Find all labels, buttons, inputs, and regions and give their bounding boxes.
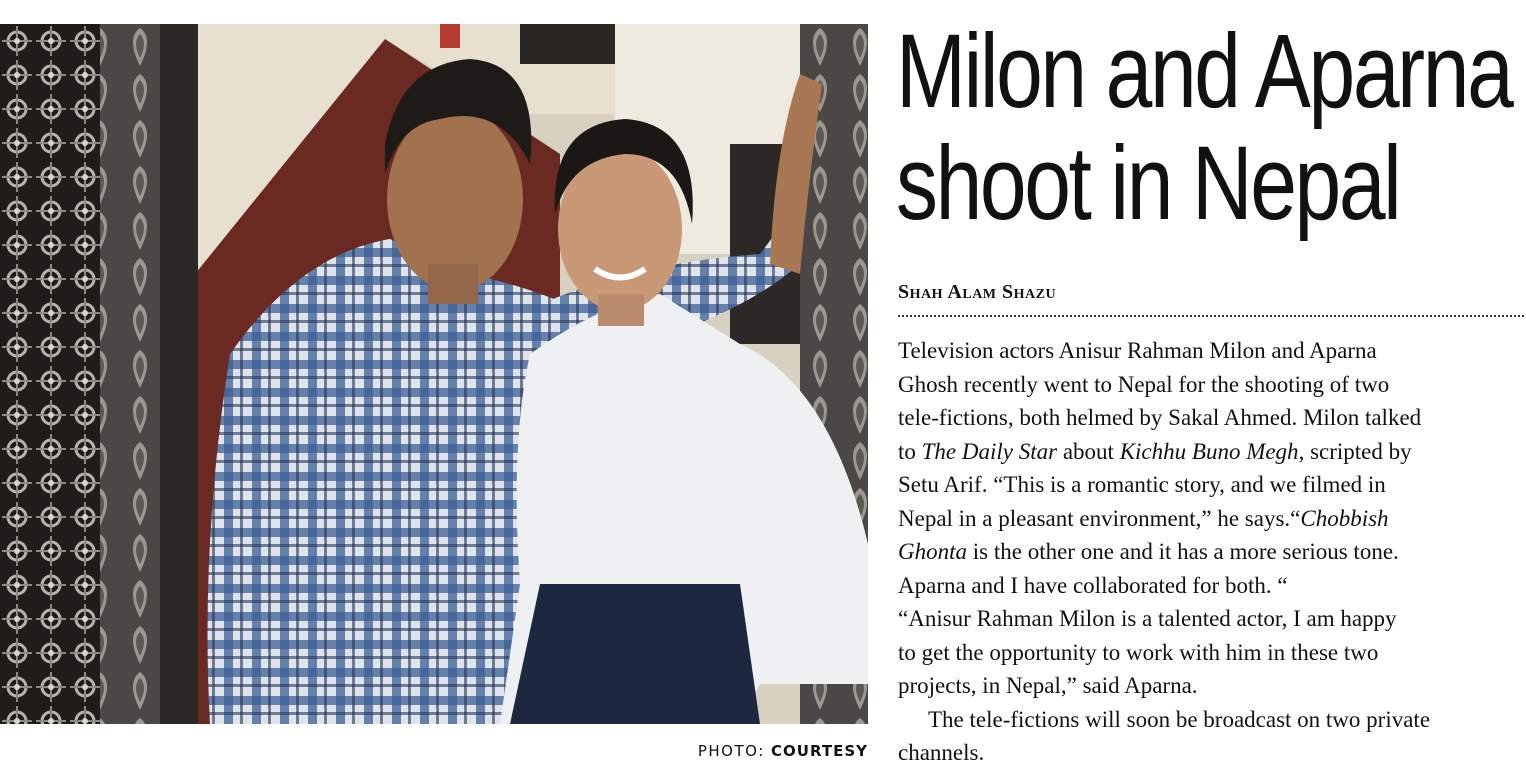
- body-text: to get the opportunity to work with him in these two: [898, 639, 1379, 665]
- body-line: [898, 703, 1524, 737]
- body-italic-text: Chobbish: [1300, 505, 1389, 531]
- body-text: The tele-fictions will soon be broadcast on two private: [928, 706, 1431, 732]
- body-text: tele-fictions, both helmed by Sakal Ahmed. Milon talked: [898, 405, 1422, 430]
- body-line: [898, 334, 1524, 368]
- body-line: [898, 636, 1524, 670]
- body-line: [898, 669, 1524, 703]
- body-text: Setu Arif. “This is a romantic story, and we filmed in: [898, 472, 1386, 497]
- body-text: is the other one and it has a more serious tone.: [967, 539, 1399, 564]
- photo-credit-label: PHOTO:: [697, 742, 765, 760]
- body-line: [898, 435, 1524, 469]
- body-line: [898, 502, 1524, 536]
- body-line: [898, 401, 1524, 435]
- headline-line-1: Milon and Aparna: [896, 13, 1512, 130]
- body-italic-text: The Daily Star: [921, 438, 1058, 464]
- body-text: Television actors Anisur Rahman Milon and Aparna: [898, 338, 1377, 363]
- body-line: [898, 602, 1524, 636]
- body-line: [898, 535, 1524, 569]
- body-text: channels.: [898, 740, 985, 765]
- photo-credit-name: COURTESY: [771, 742, 868, 760]
- body-text: about: [1057, 438, 1120, 464]
- body-text: Nepal in a pleasant environment,” he says.“: [898, 505, 1301, 531]
- body-text: Aparna and I have collaborated for both. “: [898, 572, 1288, 598]
- article-photo: [0, 24, 868, 724]
- body-text: “Anisur Rahman Milon is a talented actor, I am happy: [898, 606, 1397, 631]
- body-text: to: [898, 438, 922, 464]
- byline-divider: [898, 315, 1524, 317]
- body-line: [898, 468, 1524, 502]
- body-line: [898, 736, 1524, 765]
- body-italic-text: Kichhu Buno Megh: [1119, 438, 1299, 464]
- photo-credit: [698, 742, 868, 760]
- byline: Shah Alam Shazu: [898, 281, 1057, 303]
- body-text: Ghosh recently went to Nepal for the shooting of two: [898, 371, 1390, 397]
- body-text: , scripted by: [1298, 438, 1412, 464]
- body-line: [898, 368, 1524, 402]
- headline-line-2: shoot in Nepal: [896, 125, 1400, 242]
- body-italic-text: Ghonta: [898, 539, 967, 564]
- body-line: [898, 569, 1524, 603]
- body-text: projects, in Nepal,” said Aparna.: [898, 673, 1198, 698]
- headline: [896, 13, 1512, 242]
- article-body: [898, 334, 1524, 765]
